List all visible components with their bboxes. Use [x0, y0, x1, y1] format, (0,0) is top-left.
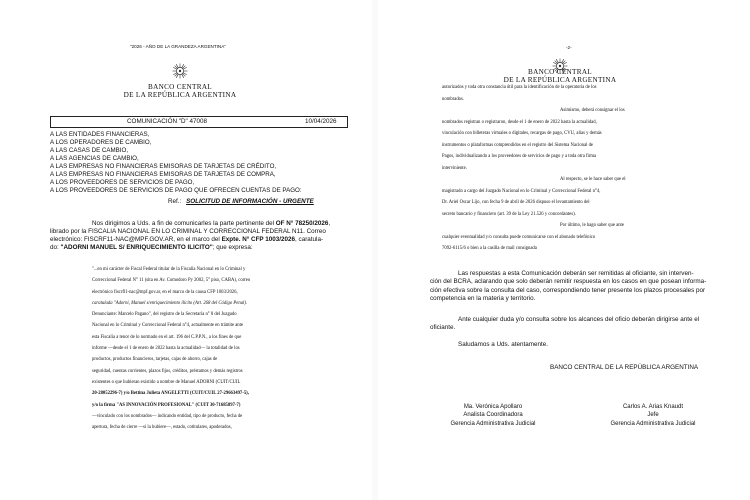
- quote-line: Por último, le hago saber que ante: [560, 223, 624, 228]
- quote-line: "...en mi carácter de Fiscal Federal titular de la Fiscalía Nacional en lo Criminal y: [92, 267, 246, 272]
- body-text: do:: [50, 244, 61, 251]
- inquiry-instructions: [430, 316, 699, 333]
- recipient-line: A LAS ENTIDADES FINANCIERAS,: [50, 131, 150, 138]
- signer-block-1: [428, 403, 558, 428]
- reference-value: SOLICITUD DE INFORMACIÓN - URGENTE: [186, 198, 314, 205]
- org-signature: BANCO CENTRAL DE LA REPÚBLICA ARGENTINA: [550, 364, 699, 371]
- body-text: ,: [328, 220, 331, 227]
- quote-line: Denunciante: Marcelo Pagano", del registro de la Secretaría n° 8 del Juzgado: [92, 312, 237, 318]
- sun-emblem-icon: [172, 63, 188, 79]
- bank-name-line1: BANCO CENTRAL: [528, 68, 592, 76]
- quoted-oficio-text: [92, 264, 348, 433]
- quote-line: —vinculado con los nombrados— indicando entidad, tipo de producto, fecha de: [92, 413, 243, 419]
- quoted-oficio-text-continued: [442, 82, 730, 255]
- quote-line: magistrado a cargo del Juzgado Nacional en lo Criminal y Correccional Federal n°4,: [442, 188, 601, 194]
- greeting: Saludamos a Uds. atentamente.: [458, 341, 548, 348]
- quote-line: electrónico fiscrfl1-nac@mpf.gov.ar, en el marco de la causa CFP 1003/2026,: [92, 289, 238, 295]
- case-number: Expte. N° CFP 1003/2026: [221, 236, 296, 243]
- body-text: ; que expresa:: [212, 244, 253, 251]
- page-number: -2-: [566, 45, 572, 50]
- bank-name-line2: DE LA REPÚBLICA ARGENTINA: [503, 76, 617, 84]
- quote-line: caratulada "Adorni, Manuel s/enriquecimiento ilícito (Art. 268 del Código Penal).: [92, 300, 248, 306]
- paragraph-line: competencia en la materia y territorio.: [430, 294, 536, 302]
- recipient-line: A LOS OPERADORES DE CAMBIO,: [50, 139, 152, 146]
- bank-name: [105, 83, 255, 99]
- quote-line: Al respecto, se le hace saber que el: [560, 177, 626, 182]
- paragraph-line: Las respuestas a esta Comunicación deberán ser remitidas al oficiante, sin interven-: [458, 270, 694, 277]
- body-line-4: [50, 244, 253, 251]
- case-caption: "ADORNI MANUEL S/ ENRIQUECIMIENTO ILICITO": [60, 244, 213, 251]
- communication-date: 10/04/2026: [305, 118, 337, 125]
- quote-line: seguridad, cuentas corrientes, plazos fijos, créditos, préstamos y demás registros: [92, 368, 243, 374]
- quote-line: instrumentos o plataformas comprendidos en el registro del Sistema Nacional de: [442, 142, 594, 148]
- paragraph-line: ción efectiva sobre la consulta del caso, correspondiendo tener presente los plazos procesales por: [430, 286, 706, 294]
- signer-block-2: [588, 403, 718, 428]
- quote-line: vinculación con billeteras virtuales o digitales, recargas de pago, CVU, alias y demás: [442, 131, 602, 136]
- quote-line: Pagos, individualizando a los proveedores de servicios de pago y a toda otra firma: [442, 154, 597, 159]
- paragraph-line: Ante cualquier duda y/o consulta sobre los alcances del oficio deberán dirigirse ante el: [458, 316, 700, 323]
- signer-name: Carlos A. Arias Knaudt: [622, 404, 684, 410]
- reference-line: [168, 198, 314, 205]
- quote-line: existentes o que hubieran existido a nombre de Manuel ADORNI (CUIT/CUIL: [92, 379, 241, 385]
- quote-line: Asimismo, deberá consignar el los: [560, 108, 625, 113]
- paragraph-line: oficiante.: [430, 324, 456, 332]
- recipient-line: A LOS PROVEEDORES DE SERVICIOS DE PAGO,: [50, 179, 195, 186]
- recipient-line: A LOS PROVEEDORES DE SERVICIOS DE PAGO QUE OFRECEN CUENTAS DE PAGO:: [50, 187, 302, 194]
- bank-name-line1: BANCO CENTRAL: [148, 83, 212, 91]
- signer-department: Gerencia Administrativa Judicial: [610, 420, 696, 427]
- quote-line: 20-28052296-7) y/o Bettina Julieta ANGELETTI (CUIT/CUIL 27-29663497-5),: [92, 391, 249, 397]
- quote-line: y/o la firma "AS INNOVACIÓN PROFESIONAL" (CUIT 30-71685897-7): [92, 402, 241, 408]
- oficio-number: OF N° 78250/2026: [275, 220, 329, 227]
- recipient-line: A LAS EMPRESAS NO FINANCIERAS EMISORAS DE TARJETAS DE COMPRA,: [50, 171, 276, 178]
- response-instructions: [430, 270, 706, 303]
- body-text: electrónico: FISCRF11-NAC@MPF.GOV.AR, en el marco del: [50, 236, 222, 243]
- quote-line: 7092-6115/6 o bien a la casilla de mail consignada: [442, 246, 537, 251]
- signer-title: Jefe: [647, 412, 659, 419]
- recipient-line: A LAS CASAS DE CAMBIO,: [50, 147, 129, 154]
- quote-line: Nacional en lo Criminal y Correccional Federal n°4, actualmente en trámite ante: [92, 323, 244, 329]
- quote-line: productos, productos financieros, tarjetas, cajas de ahorro, cajas de: [92, 357, 218, 363]
- recipient-list: [50, 131, 302, 195]
- communication-header-box: [50, 116, 348, 128]
- quote-line: esta Fiscalía a tenor de lo normado en el art. 196 del C.P.P.N., a los fines de que: [92, 334, 242, 340]
- reference-label: Ref.:: [168, 198, 182, 205]
- recipient-line: A LAS AGENCIAS DE CAMBIO,: [50, 155, 139, 162]
- quote-line: Dr. Ariel Oscar Lijo, con fecha 9 de abril de 2026 dispuso el levantamiento del: [442, 200, 590, 205]
- bank-name-line2: DE LA REPÚBLICA ARGENTINA: [123, 91, 237, 99]
- body-text: Nos dirigimos a Uds. a fin de comunicarles la parte pertinente del: [92, 220, 276, 227]
- quote-line: autorizados y toda otra constancia útil para la identificación de la operatoria de los: [442, 85, 597, 90]
- year-header: "2026 - AÑO DE LA GRANDEZA ARGENTINA": [130, 44, 226, 49]
- signer-department: Gerencia Administrativa Judicial: [450, 420, 536, 427]
- quote-line: apertura, fecha de cierre —si la hubiere—, estado, cotitulares, apoderados,: [92, 425, 232, 431]
- signer-name: Ma. Verónica Apollaro: [463, 404, 523, 410]
- body-line-1: [92, 220, 330, 227]
- body-text: , caratula-: [295, 236, 324, 243]
- quote-line: Correccional Federal N° 11 (sita en Av. Comodoro Py 2002, 5° piso, CABA), correo: [92, 278, 251, 284]
- quote-line: nombrados registran o registraron, desde el 1 de enero de 2022 hasta la actualidad,: [442, 119, 597, 125]
- quote-line: interviniente.: [442, 165, 467, 171]
- recipient-line: A LAS EMPRESAS NO FINANCIERAS EMISORAS DE TARJETAS DE CRÉDITO,: [50, 163, 277, 170]
- signer-title: Analista Coordinadora: [463, 412, 523, 419]
- document-page-1: [0, 0, 372, 500]
- paragraph-line: ción del BCRA, aclarando que solo deberán remitir respuesta en los casos en que posean informa-: [430, 278, 707, 286]
- quote-line: informe —desde el 1 de enero de 2022 hasta la actualidad— la totalidad de los: [92, 346, 240, 352]
- quote-line: secreto bancario y financiero (art. 39 de la Ley 21.526 y concordantes).: [442, 211, 576, 217]
- quote-line: nombrados.: [442, 96, 465, 102]
- body-line-2: librado por la FISCALIA NACIONAL EN LO CRIMINAL Y CORRECCIONAL FEDERAL N11. Correo: [50, 228, 326, 235]
- quote-line: cualquier eventualidad y/o consulta puede comunicarse con el abonado telefónico: [442, 234, 596, 240]
- communication-label: COMUNICACIÓN "D" 47008: [127, 118, 208, 125]
- body-line-3: [50, 236, 323, 243]
